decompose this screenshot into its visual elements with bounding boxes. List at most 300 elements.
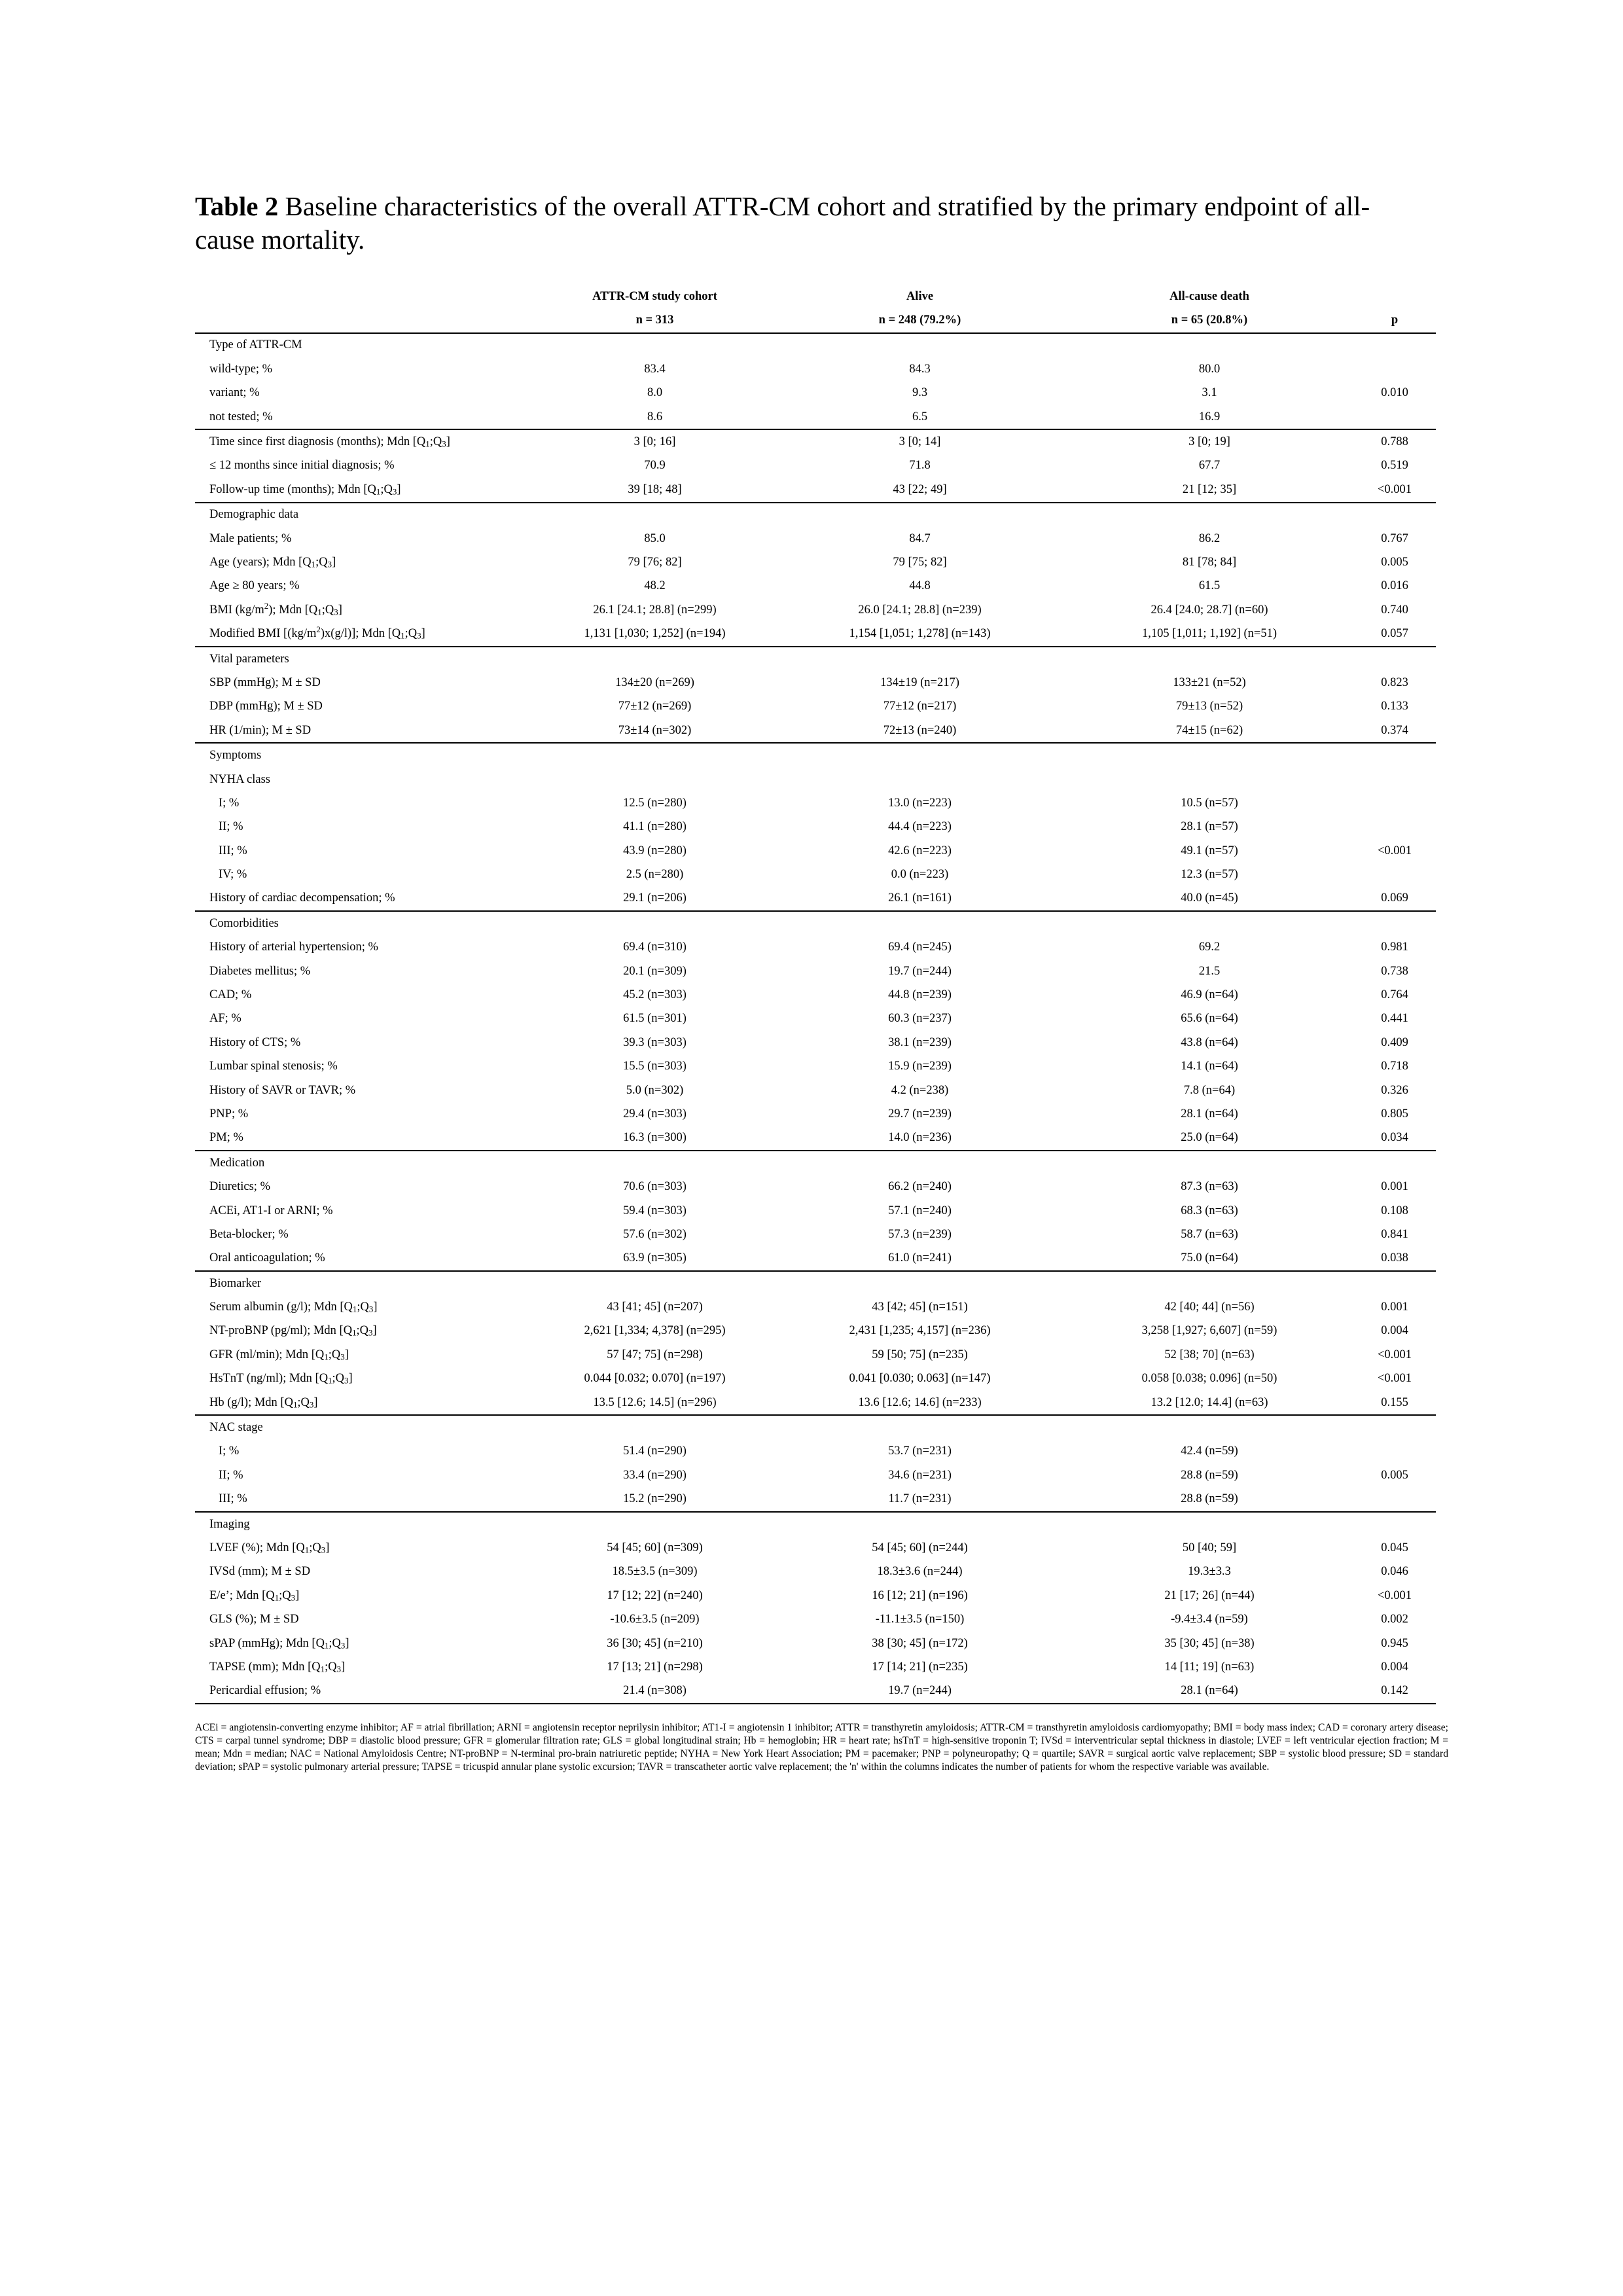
p-value xyxy=(1353,357,1436,381)
row-label: III; % xyxy=(219,1492,247,1506)
table-row xyxy=(195,1319,1436,1343)
death-value: 3 [0; 19] xyxy=(1065,429,1353,454)
table-row xyxy=(195,839,1436,863)
row-label: I; % xyxy=(219,796,240,810)
alive-value: 6.5 xyxy=(912,410,928,423)
p-value: 0.005 xyxy=(1381,1468,1408,1482)
row-label: Pericardial effusion; % xyxy=(195,1679,535,1704)
alive-value: 18.3±3.6 (n=244) xyxy=(877,1565,963,1579)
table-row xyxy=(195,478,1436,502)
p-value: 0.069 xyxy=(1381,891,1408,905)
p-value: <0.001 xyxy=(1377,1588,1412,1602)
section-title: Medication xyxy=(195,1151,1436,1175)
alive-value: 38 [30; 45] (n=172) xyxy=(872,1636,968,1650)
cohort-value: 12.5 (n=280) xyxy=(623,796,687,810)
section-header-row xyxy=(195,1512,1436,1536)
alive-value: -11.1±3.5 (n=150) xyxy=(875,1613,965,1626)
alive-value: 59 [50; 75] (n=235) xyxy=(872,1348,968,1361)
alive-value: 42.6 (n=223) xyxy=(888,844,952,857)
alive-value: 77±12 (n=217) xyxy=(883,700,957,713)
alive-value: 79 [75; 82] xyxy=(893,555,947,569)
section-title: Imaging xyxy=(195,1512,1436,1536)
alive-value: 134±19 (n=217) xyxy=(880,675,959,689)
alive-value: 1,154 [1,051; 1,278] (n=143) xyxy=(849,627,991,641)
death-value: 28.1 (n=57) xyxy=(1181,820,1238,834)
p-value: 0.108 xyxy=(1381,1204,1408,1217)
table-label: Table 2 xyxy=(195,191,279,221)
death-value: 3,258 [1,927; 6,607] (n=59) xyxy=(1141,1324,1277,1338)
death-value: 10.5 (n=57) xyxy=(1181,796,1238,810)
death-value: 49.1 (n=57) xyxy=(1181,844,1238,857)
cohort-value: -10.6±3.5 (n=209) xyxy=(610,1613,700,1626)
death-value: 58.7 (n=63) xyxy=(1181,1227,1238,1241)
cohort-value: 16.3 (n=300) xyxy=(623,1131,687,1145)
cohort-value: 20.1 (n=309) xyxy=(623,964,687,978)
row-label: ≤ 12 months since initial diagnosis; % xyxy=(209,459,395,473)
cohort-value: 15.2 (n=290) xyxy=(623,1492,687,1506)
alive-value: 3 [0; 14] xyxy=(774,429,1065,454)
row-label: Hb (g/l); Mdn $[Q_1;Q_3]$ xyxy=(209,1395,318,1410)
row-label: III; % xyxy=(219,844,247,857)
alive-value: 66.2 (n=240) xyxy=(888,1180,952,1194)
table-row xyxy=(195,454,1436,478)
table-row xyxy=(195,1055,1436,1079)
death-value: 42 [40; 44] (n=56) xyxy=(1164,1300,1255,1314)
row-label: Serum albumin (g/l); Mdn $[Q_1;Q_3]$ xyxy=(209,1300,378,1314)
table-row xyxy=(195,863,1436,886)
row-label: CAD; % xyxy=(209,988,252,1002)
table-row xyxy=(195,1007,1436,1031)
table-row xyxy=(195,1126,1436,1151)
table-row xyxy=(195,1440,1436,1463)
death-value: 26.4 [24.0; 28.7] (n=60) xyxy=(1150,603,1268,617)
cohort-value: 43.9 (n=280) xyxy=(623,844,687,857)
table-row xyxy=(195,575,1436,598)
p-value xyxy=(1353,768,1436,791)
row-label: Male patients; % xyxy=(209,531,292,545)
table-row xyxy=(195,550,1436,574)
cohort-value: 2,621 [1,334; 4,378] (n=295) xyxy=(584,1324,726,1338)
cohort-value: 48.2 xyxy=(644,579,666,593)
cohort-value: 57 [47; 75] (n=298) xyxy=(607,1348,703,1361)
death-value: 35 [30; 45] (n=38) xyxy=(1164,1636,1255,1650)
alive-value: 44.8 xyxy=(909,579,931,593)
header-row-counts xyxy=(195,308,1436,332)
cohort-value: 29.1 (n=206) xyxy=(623,891,687,905)
alive-value: 0.0 (n=223) xyxy=(891,868,949,882)
header-p-blank xyxy=(1353,285,1436,308)
p-value xyxy=(1353,816,1436,839)
p-value: <0.001 xyxy=(1377,482,1412,496)
alive-value: 57.3 (n=239) xyxy=(888,1227,952,1241)
alive-value: 72±13 (n=240) xyxy=(883,723,957,737)
row-label: Age ≥ 80 years; % xyxy=(209,579,300,593)
alive-value: 26.0 [24.1; 28.8] (n=239) xyxy=(858,603,982,617)
cohort-value: 70.9 xyxy=(644,459,666,473)
row-label: GFR (ml/min); Mdn $[Q_1;Q_3]$ xyxy=(209,1348,349,1362)
death-value: 14 [11; 19] (n=63) xyxy=(1164,1660,1255,1674)
header-p: p xyxy=(1353,308,1436,332)
alive-value: 0.041 [0.030; 0.063] (n=147) xyxy=(849,1372,991,1386)
death-value: 19.3±3.3 xyxy=(1188,1565,1231,1579)
row-label: PNP; % xyxy=(209,1107,249,1121)
table-row xyxy=(195,1536,1436,1560)
p-value: 0.823 xyxy=(1381,675,1408,689)
cohort-value: 2.5 (n=280) xyxy=(626,868,684,882)
cohort-value: 43 [41; 45] (n=207) xyxy=(607,1300,703,1314)
p-value: 0.441 xyxy=(1381,1012,1408,1026)
table-row xyxy=(195,695,1436,719)
table-row xyxy=(195,1031,1436,1054)
death-value: 28.8 (n=59) xyxy=(1181,1468,1238,1482)
p-value: 0.004 xyxy=(1381,1324,1408,1338)
p-value: 0.005 xyxy=(1381,555,1408,569)
cohort-value: 3 [0; 16] xyxy=(535,429,774,454)
cohort-value: 17 [13; 21] (n=298) xyxy=(607,1660,703,1674)
death-value: 65.6 (n=64) xyxy=(1181,1012,1238,1026)
cohort-value: 17 [12; 22] (n=240) xyxy=(607,1588,703,1602)
cohort-value: 39.3 (n=303) xyxy=(623,1035,687,1049)
p-value: 0.001 xyxy=(1381,1180,1408,1194)
table-row xyxy=(195,527,1436,550)
alive-value: 29.7 (n=239) xyxy=(888,1107,952,1121)
p-value: 0.788 xyxy=(1353,429,1436,454)
header-death: All-cause death xyxy=(1169,289,1249,303)
p-value: 0.738 xyxy=(1381,964,1408,978)
row-label: ACEi, AT1-I or ARNI; % xyxy=(209,1204,333,1217)
alive-value: 43 [42; 45] (n=151) xyxy=(872,1300,968,1314)
cohort-value: 36 [30; 45] (n=210) xyxy=(607,1636,703,1650)
cohort-value: 85.0 xyxy=(644,531,666,545)
table-caption xyxy=(195,190,1425,257)
header-alive: Alive xyxy=(906,289,934,303)
table-row xyxy=(195,1223,1436,1246)
cohort-value: 70.6 (n=303) xyxy=(623,1180,687,1194)
cohort-value: 29.4 (n=303) xyxy=(623,1107,687,1121)
cohort-value: 33.4 (n=290) xyxy=(623,1468,687,1482)
row-label: SBP (mmHg); M ± SD xyxy=(209,675,321,689)
p-value: 0.001 xyxy=(1381,1300,1408,1314)
cohort-value: 63.9 (n=305) xyxy=(623,1251,687,1265)
p-value: 0.764 xyxy=(1381,988,1408,1002)
table-row xyxy=(195,622,1436,646)
row-label: GLS (%); M ± SD xyxy=(209,1613,299,1626)
p-value: 0.519 xyxy=(1381,459,1408,473)
alive-value: 13.6 [12.6; 14.6] (n=233) xyxy=(858,1395,982,1409)
p-value: <0.001 xyxy=(1377,844,1412,857)
section-header-row xyxy=(195,333,1436,357)
alive-value: 44.8 (n=239) xyxy=(888,988,952,1002)
row-label: Diabetes mellitus; % xyxy=(209,964,311,978)
table-row xyxy=(195,768,1436,791)
table-row xyxy=(195,1632,1436,1655)
table-row xyxy=(195,1367,1436,1391)
row-label: Time since first diagnosis (months); Mdn $[Q_1;Q_3]$ xyxy=(195,429,535,454)
p-value: 0.740 xyxy=(1381,603,1408,617)
death-value: 40.0 (n=45) xyxy=(1181,891,1238,905)
table-row xyxy=(195,1584,1436,1607)
row-label: History of arterial hypertension; % xyxy=(209,941,378,954)
row-label: Follow-up time (months); Mdn $[Q_1;Q_3]$ xyxy=(209,482,401,497)
alive-value: 34.6 (n=231) xyxy=(888,1468,952,1482)
alive-value: 26.1 (n=161) xyxy=(888,891,952,905)
death-value: 133±21 (n=52) xyxy=(1173,675,1246,689)
death-value: 1,105 [1,011; 1,192] (n=51) xyxy=(1141,627,1277,641)
row-label: NT-proBNP (pg/ml); Mdn $[Q_1;Q_3]$ xyxy=(209,1324,377,1338)
section-title: Type of ATTR-CM xyxy=(195,333,1436,357)
section-title: Demographic data xyxy=(195,503,1436,527)
cohort-value: 15.5 (n=303) xyxy=(623,1060,687,1073)
death-value: 28.1 (n=64) xyxy=(1065,1679,1353,1704)
death-value: 86.2 xyxy=(1198,531,1221,545)
death-value: 75.0 (n=64) xyxy=(1181,1251,1238,1265)
row-label: History of SAVR or TAVR; % xyxy=(209,1083,356,1097)
row-label: Modified BMI $[(kg/m^2)x(g/l)]$; Mdn $[Q_1;Q_3]$ xyxy=(209,624,425,641)
death-value: 79±13 (n=52) xyxy=(1175,700,1243,713)
alive-value: 17 [14; 21] (n=235) xyxy=(872,1660,968,1674)
baseline-characteristics-table xyxy=(195,285,1436,1704)
death-value: 52 [38; 70] (n=63) xyxy=(1164,1348,1255,1361)
section-header-row xyxy=(195,743,1436,767)
death-value xyxy=(1065,768,1353,791)
p-value: 0.045 xyxy=(1381,1541,1408,1554)
alive-value: 11.7 (n=231) xyxy=(888,1492,952,1506)
section-header-row xyxy=(195,647,1436,671)
cohort-value: 39 [18; 48] xyxy=(628,482,682,496)
section-header-row xyxy=(195,911,1436,935)
cohort-value: 0.044 [0.032; 0.070] (n=197) xyxy=(584,1372,726,1386)
row-label: HsTnT (ng/ml); Mdn $[Q_1;Q_3]$ xyxy=(209,1372,353,1386)
cohort-value: 45.2 (n=303) xyxy=(623,988,687,1002)
death-value: 7.8 (n=64) xyxy=(1183,1083,1236,1097)
cohort-value: 8.0 xyxy=(647,386,663,400)
alive-value: 54 [45; 60] (n=244) xyxy=(872,1541,968,1554)
table-row xyxy=(195,816,1436,839)
alive-value: 2,431 [1,235; 4,157] (n=236) xyxy=(849,1324,991,1338)
table-row xyxy=(195,382,1436,405)
death-value: 67.7 xyxy=(1198,459,1221,473)
table-footnote: ACEi = angiotensin-converting enzyme inhibitor; AF = atrial fibrillation; ARNI = angiotensin receptor neprilysin inhibitor; AT1-I = angiotensin 1 inhibitor; ATTR = transthyretin amyloidosis; ATTR-CM = transthyretin amyloidosis cardiomyopathy; BMI = body mass index; CAD = coronary artery disease; CTS = carpal tunnel syndrome; DBP = diastolic blood pressure; GFR = glomerular filtration rate; GLS = global longitudinal strain; Hb = hemoglobin; HR = heart rate; hsTnT = high-sensitive troponin T; IVSd = interventricular septal thickness in diastole; LVEF = left ventricular ejection fraction; M = mean; Mdn = median; NAC = National Amyloidosis Centre; NT-proBNP = N-terminal pro-brain natriuretic peptide; NYHA = New York Heart Association; PM = pacemaker; PNP = polyneuropathy; Q = quartile; SAVR = surgical aortic valve replacement; SBP = systolic blood pressure; SD = standard deviation; sPAP = systolic pulmonary arterial pressure; TAPSE = tricuspid annular plane systolic excursion; TAVR = transcatheter aortic valve replacement; the 'n' within the columns indicates the number of patients for whom the respective variable was available. xyxy=(195,1722,1448,1772)
death-value: 0.058 [0.038; 0.096] (n=50) xyxy=(1141,1372,1277,1386)
alive-value: 69.4 (n=245) xyxy=(888,941,952,954)
table-title: Baseline characteristics of the overall ATTR-CM cohort and stratified by the primary endpoint of all-cause mortality. xyxy=(195,191,1370,255)
death-value: 25.0 (n=64) xyxy=(1181,1131,1238,1145)
p-value xyxy=(1353,405,1436,429)
alive-value: 9.3 xyxy=(912,386,928,400)
p-value: 0.016 xyxy=(1381,579,1408,593)
header-row-titles xyxy=(195,285,1436,308)
alive-value: 84.7 xyxy=(909,531,931,545)
alive-value: 44.4 (n=223) xyxy=(888,820,952,834)
alive-value: 71.8 xyxy=(909,459,931,473)
alive-value: 60.3 (n=237) xyxy=(888,1012,952,1026)
death-value: 80.0 xyxy=(1198,362,1221,376)
row-label: PM; % xyxy=(209,1131,243,1145)
alive-value: 4.2 (n=238) xyxy=(891,1083,949,1097)
table-row xyxy=(195,983,1436,1007)
table-row xyxy=(195,1679,1436,1704)
p-value: 0.805 xyxy=(1381,1107,1408,1121)
table-row xyxy=(195,1199,1436,1223)
table-row xyxy=(195,1102,1436,1126)
header-cohort: ATTR-CM study cohort xyxy=(592,289,717,303)
section-header-row xyxy=(195,503,1436,527)
cohort-value: 41.1 (n=280) xyxy=(623,820,687,834)
p-value xyxy=(1353,863,1436,886)
table-row xyxy=(195,1391,1436,1415)
row-label: Oral anticoagulation; % xyxy=(209,1251,325,1265)
header-blank xyxy=(195,285,535,308)
cohort-value: 59.4 (n=303) xyxy=(623,1204,687,1217)
p-value: 0.981 xyxy=(1381,941,1408,954)
alive-value: 57.1 (n=240) xyxy=(888,1204,952,1217)
table-row xyxy=(195,1655,1436,1679)
table-row xyxy=(195,1247,1436,1271)
p-value: 0.034 xyxy=(1381,1131,1408,1145)
death-value: 43.8 (n=64) xyxy=(1181,1035,1238,1049)
header-cohort-n: n = 313 xyxy=(535,308,774,332)
p-value: 0.046 xyxy=(1381,1565,1408,1579)
cohort-value: 73±14 (n=302) xyxy=(618,723,692,737)
p-value: 0.841 xyxy=(1381,1227,1408,1241)
death-value: 12.3 (n=57) xyxy=(1181,868,1238,882)
cohort-value: 51.4 (n=290) xyxy=(623,1444,687,1458)
alive-value: 19.7 (n=244) xyxy=(774,1679,1065,1704)
death-value: 28.1 (n=64) xyxy=(1181,1107,1238,1121)
table-row xyxy=(195,887,1436,911)
row-label: II; % xyxy=(219,1468,243,1482)
p-value: 0.142 xyxy=(1353,1679,1436,1704)
row-label: E/e’; Mdn $[Q_1;Q_3]$ xyxy=(209,1588,300,1603)
cohort-value: 77±12 (n=269) xyxy=(618,700,692,713)
cohort-value: 13.5 [12.6; 14.5] (n=296) xyxy=(593,1395,717,1409)
p-value xyxy=(1353,791,1436,815)
p-value: 0.002 xyxy=(1381,1613,1408,1626)
death-value: 21 [17; 26] (n=44) xyxy=(1164,1588,1255,1602)
row-label: TAPSE (mm); Mdn $[Q_1;Q_3]$ xyxy=(209,1660,346,1674)
p-value: <0.001 xyxy=(1377,1348,1412,1361)
death-value: 69.2 xyxy=(1198,941,1221,954)
death-value: 21.5 xyxy=(1198,964,1221,978)
row-label: IV; % xyxy=(219,868,247,882)
table-row xyxy=(195,1343,1436,1367)
alive-value: 14.0 (n=236) xyxy=(888,1131,952,1145)
section-header-row xyxy=(195,1151,1436,1175)
section-title: NAC stage xyxy=(195,1415,1436,1439)
cohort-value: 54 [45; 60] (n=309) xyxy=(607,1541,703,1554)
death-value: 81 [78; 84] xyxy=(1182,555,1237,569)
p-value xyxy=(1353,1440,1436,1463)
table-row xyxy=(195,960,1436,983)
p-value: 0.326 xyxy=(1381,1083,1408,1097)
alive-value: 43 [22; 49] xyxy=(893,482,947,496)
cohort-value: 21.4 (n=308) xyxy=(535,1679,774,1704)
death-value: -9.4±3.4 (n=59) xyxy=(1171,1613,1248,1626)
row-label: Diuretics; % xyxy=(209,1180,270,1194)
row-label: variant; % xyxy=(209,386,260,400)
section-title: Symptoms xyxy=(195,743,1436,767)
death-value: 50 [40; 59] xyxy=(1182,1541,1237,1554)
death-value: 68.3 (n=63) xyxy=(1181,1204,1238,1217)
alive-value: 16 [12; 21] (n=196) xyxy=(872,1588,968,1602)
cohort-value: 134±20 (n=269) xyxy=(615,675,694,689)
table-row xyxy=(195,1295,1436,1319)
cohort-value: 8.6 xyxy=(647,410,663,423)
alive-value: 15.9 (n=239) xyxy=(888,1060,952,1073)
row-label: History of CTS; % xyxy=(209,1035,301,1049)
table-row xyxy=(195,936,1436,960)
row-label: not tested; % xyxy=(209,410,273,423)
death-value: 61.5 xyxy=(1198,579,1221,593)
p-value: 0.004 xyxy=(1381,1660,1408,1674)
death-value: 21 [12; 35] xyxy=(1182,482,1237,496)
section-header-row xyxy=(195,1271,1436,1295)
section-header-row xyxy=(195,1415,1436,1439)
p-value: 0.945 xyxy=(1381,1636,1408,1650)
table-row xyxy=(195,598,1436,622)
cohort-value: 79 [76; 82] xyxy=(628,555,682,569)
death-value: 42.4 (n=59) xyxy=(1181,1444,1238,1458)
row-label: sPAP (mmHg); Mdn $[Q_1;Q_3]$ xyxy=(209,1636,349,1651)
p-value: 0.038 xyxy=(1381,1251,1408,1265)
cohort-value: 61.5 (n=301) xyxy=(623,1012,687,1026)
table-row xyxy=(195,1488,1436,1512)
death-value: 13.2 [12.0; 14.4] (n=63) xyxy=(1150,1395,1268,1409)
p-value: 0.133 xyxy=(1381,700,1408,713)
alive-value: 61.0 (n=241) xyxy=(888,1251,952,1265)
alive-value: 53.7 (n=231) xyxy=(888,1444,952,1458)
p-value: 0.409 xyxy=(1381,1035,1408,1049)
cohort-value: 57.6 (n=302) xyxy=(623,1227,687,1241)
alive-value xyxy=(774,768,1065,791)
table-row xyxy=(195,671,1436,694)
cohort-value: 18.5±3.5 (n=309) xyxy=(612,1565,698,1579)
row-label: History of cardiac decompensation; % xyxy=(209,891,395,905)
table-body xyxy=(195,333,1436,1704)
death-value: 14.1 (n=64) xyxy=(1181,1060,1238,1073)
table-row xyxy=(195,405,1436,429)
alive-value: 19.7 (n=244) xyxy=(888,964,952,978)
row-label: AF; % xyxy=(209,1012,241,1026)
table-row xyxy=(195,719,1436,743)
death-value: 74±15 (n=62) xyxy=(1175,723,1243,737)
cohort-value: 26.1 [24.1; 28.8] (n=299) xyxy=(593,603,717,617)
cohort-value: 5.0 (n=302) xyxy=(626,1083,684,1097)
cohort-value xyxy=(535,768,774,791)
p-value: 0.010 xyxy=(1381,386,1408,400)
table-row xyxy=(195,1560,1436,1584)
row-label: NYHA class xyxy=(209,772,271,786)
p-value: 0.767 xyxy=(1381,531,1408,545)
row-label: BMI $(kg/m^2)$; Mdn $[Q_1;Q_3]$ xyxy=(209,600,342,617)
table-row xyxy=(195,357,1436,381)
row-label: Lumbar spinal stenosis; % xyxy=(209,1060,338,1073)
row-label: HR (1/min); M ± SD xyxy=(209,723,312,737)
section-title: Vital parameters xyxy=(195,647,1436,671)
table-row xyxy=(195,1175,1436,1198)
table-row xyxy=(195,791,1436,815)
alive-value: 13.0 (n=223) xyxy=(888,796,952,810)
p-value: 0.155 xyxy=(1381,1395,1408,1409)
alive-value: 38.1 (n=239) xyxy=(888,1035,952,1049)
alive-value: 84.3 xyxy=(909,362,931,376)
table-row xyxy=(195,1079,1436,1102)
header-alive-n: n = 248 (79.2%) xyxy=(774,308,1065,332)
p-value: 0.057 xyxy=(1381,627,1408,641)
death-value: 3.1 xyxy=(1202,386,1217,400)
row-label: DBP (mmHg); M ± SD xyxy=(209,700,323,713)
table-header xyxy=(195,285,1436,333)
